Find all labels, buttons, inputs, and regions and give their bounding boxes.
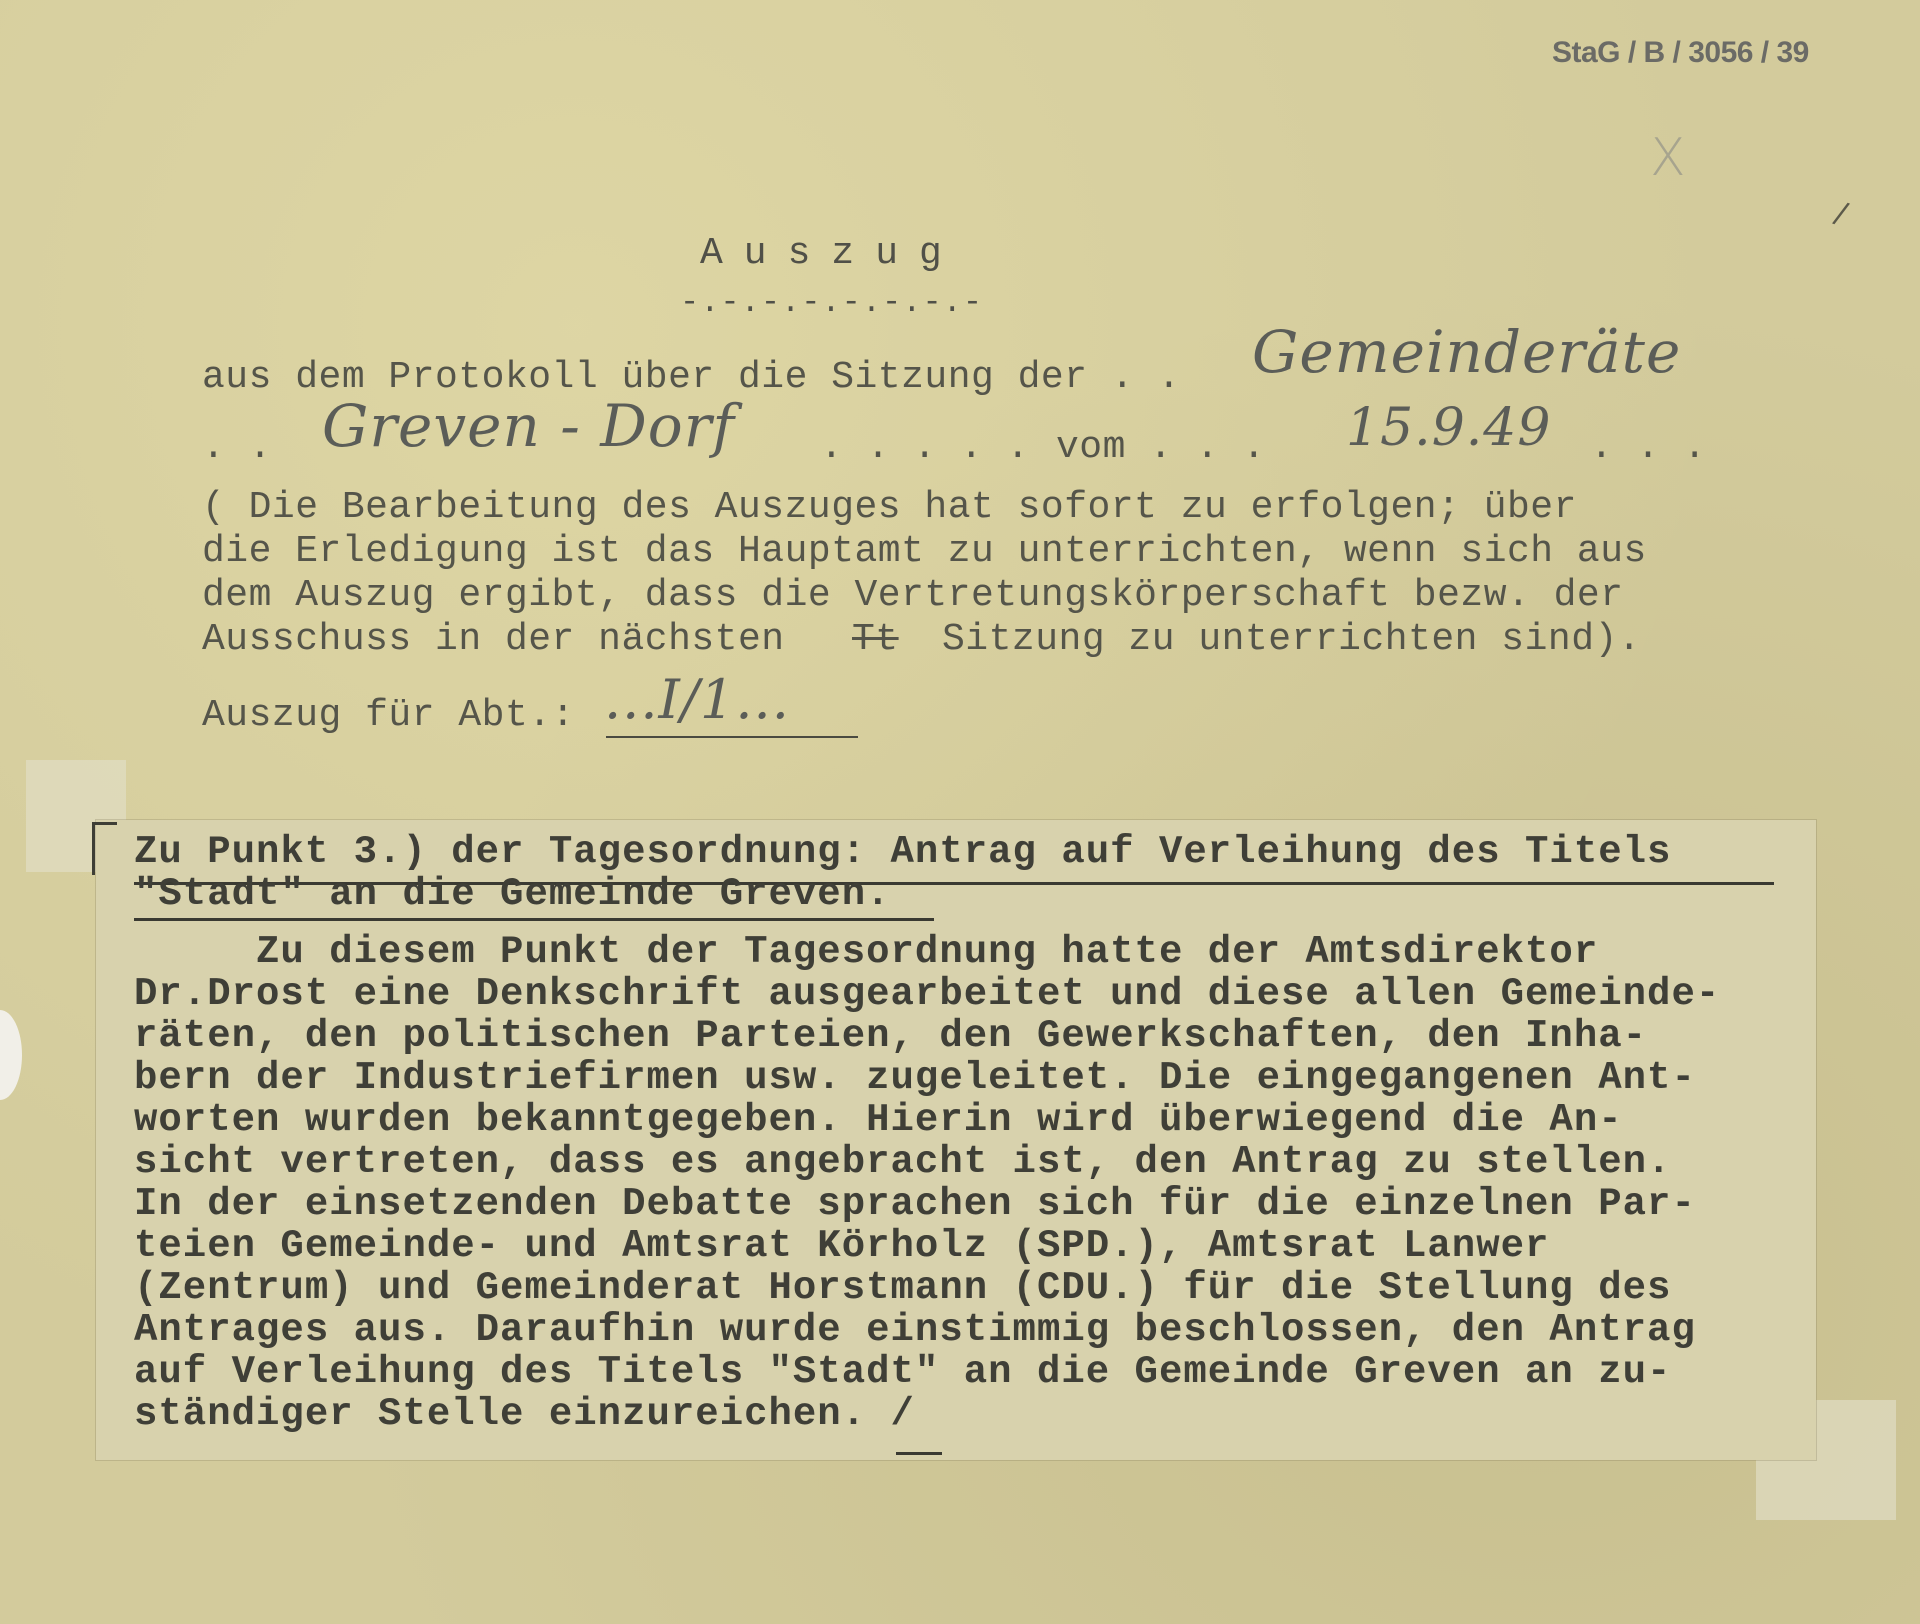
clipping-body-line: bern der Industriefirmen usw. zugeleitet. Die eingegangenen Ant- <box>134 1056 1696 1100</box>
clipping-body-line: sicht vertreten, dass es angebracht ist, den Antrag zu stellen. <box>134 1140 1672 1184</box>
instruction-line-5: Sitzung zu unterrichten sind). <box>942 618 1642 661</box>
handwritten-place: Greven - Dorf <box>322 392 735 460</box>
clipping-body-line: Dr.Drost eine Denkschrift ausgearbeitet und diese allen Gemeinde- <box>134 972 1721 1016</box>
document-title: Auszug <box>700 232 963 275</box>
abt-label: Auszug für Abt.: <box>202 694 575 737</box>
form-line-protocol: aus dem Protokoll über die Sitzung der . . <box>202 356 1181 399</box>
clipping-body-line: ständiger Stelle einzureichen. / <box>134 1392 915 1436</box>
form-line-tail: . . . <box>1590 426 1707 469</box>
clipping-heading-line-2: "Stadt" an die Gemeinde Greven. <box>134 872 891 916</box>
title-rule: -.-.-.-.-.-.-.- <box>680 284 984 321</box>
pencil-x-mark: X <box>1650 128 1686 188</box>
pen-tick-mark: / <box>1830 195 1852 232</box>
archive-reference-stamp: StaG / B / 3056 / 39 <box>1552 36 1809 69</box>
clipping-body-line: auf Verleihung des Titels "Stadt" an die Gemeinde Greven an zu- <box>134 1350 1672 1394</box>
clipping-body-line: worten wurden bekanntgegeben. Hierin wird überwiegend die An- <box>134 1098 1623 1142</box>
end-underline <box>896 1452 942 1455</box>
clipping-body-line: In der einsetzenden Debatte sprachen sich für die einzelnen Par- <box>134 1182 1696 1226</box>
form-line-lead: . . <box>202 426 272 469</box>
struck-text: Tt <box>852 618 899 661</box>
form-line-vom: vom . . . <box>1056 426 1266 469</box>
clipping-body-line: Zu diesem Punkt der Tagesordnung hatte der Amtsdirektor <box>134 930 1599 974</box>
clipping-body-line: Antrages aus. Daraufhin wurde einstimmig beschlossen, den Antrag <box>134 1308 1696 1352</box>
handwritten-date: 15.9.49 <box>1346 398 1552 458</box>
instruction-line-3: dem Auszug ergibt, dass die Vertretungskörperschaft bezw. der <box>202 574 1624 617</box>
form-line-dots: . . . . . <box>820 426 1030 469</box>
clipping-body-line: (Zentrum) und Gemeinderat Horstmann (CDU.) für die Stellung des <box>134 1266 1672 1310</box>
handwritten-council: Gemeinderäte <box>1252 318 1682 386</box>
clipping-body-line: räten, den politischen Parteien, den Gewerkschaften, den Inha- <box>134 1014 1648 1058</box>
punch-hole <box>0 1010 22 1100</box>
handwritten-abt: ...I/1... <box>604 668 790 731</box>
instruction-line-1: ( Die Bearbeitung des Auszuges hat sofort zu erfolgen; über <box>202 486 1577 529</box>
clipping-bracket <box>92 822 117 875</box>
clipping-heading-line-1: Zu Punkt 3.) der Tagesordnung: Antrag auf Verleihung des Titels <box>134 830 1672 874</box>
heading-underline-2 <box>134 918 934 921</box>
clipping-body-line: teien Gemeinde- und Amtsrat Körholz (SPD.), Amtsrat Lanwer <box>134 1224 1550 1268</box>
instruction-line-4: Ausschuss in der nächsten <box>202 618 785 661</box>
abt-underline <box>606 736 858 738</box>
instruction-line-2: die Erledigung ist das Hauptamt zu unterrichten, wenn sich aus <box>202 530 1647 573</box>
